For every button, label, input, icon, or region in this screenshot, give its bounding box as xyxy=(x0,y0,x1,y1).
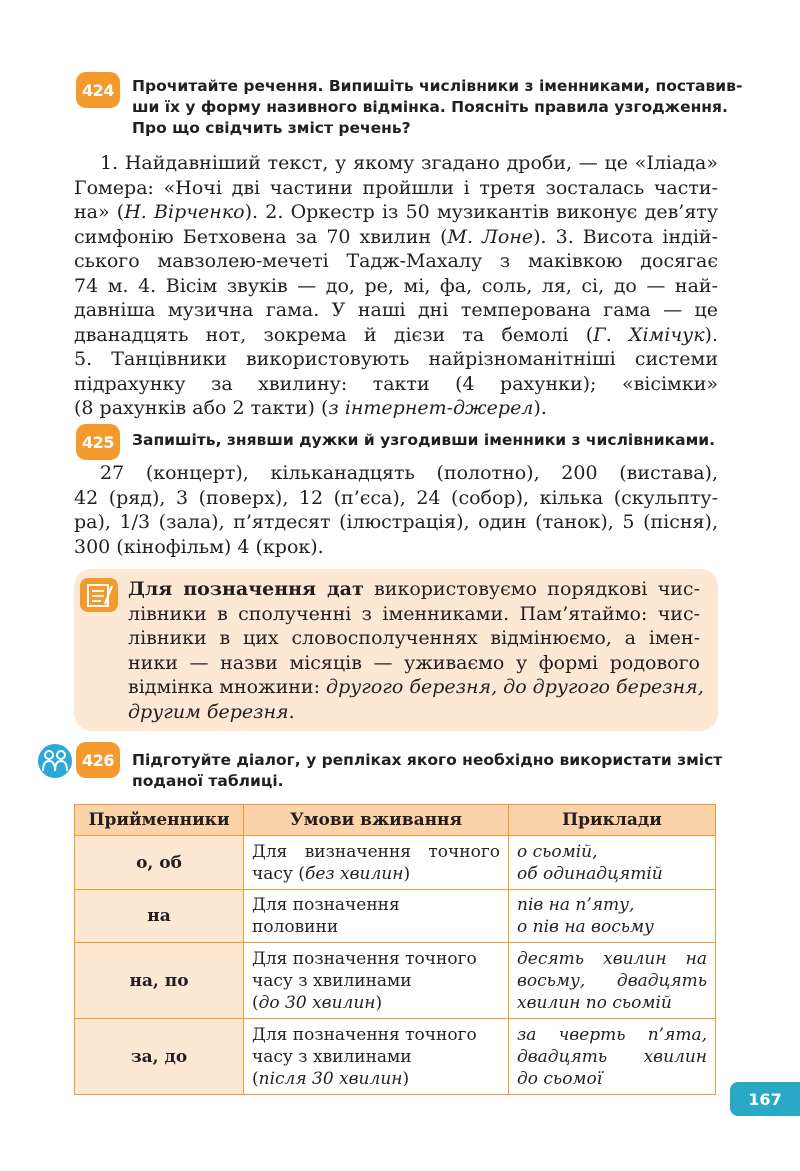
exercise-426-task xyxy=(132,750,722,792)
rule-line: Для позначення дат використовуємо порядкові чис- xyxy=(128,578,700,600)
example-cell: десять хвилин на восьму, двадцять хвилин по сьомій xyxy=(509,943,716,1019)
rule-line: ники — назви місяців — уживаємо у формі родового xyxy=(128,651,700,674)
column-header: Умови вживання xyxy=(244,805,509,836)
text-line: 74 м. 4. Вісім звуків — до, ре, мі, фа, соль, ля, сі, до — най- xyxy=(74,274,718,297)
table-header-row xyxy=(75,805,716,836)
task-line: поданої таблиці. xyxy=(132,772,284,790)
author-name: М. Лоне xyxy=(447,225,534,248)
table-row xyxy=(75,836,716,890)
author-name: Н. Вірченко xyxy=(124,201,245,223)
rule-line: лівники в цих словосполученнях відмінюємо, а імен- xyxy=(128,627,700,649)
text-line: ського мавзолею-мечеті Тадж-Махалу з маківкою досягає xyxy=(74,250,718,272)
preposition-cell: за, до xyxy=(75,1019,244,1095)
task-line: Прочитайте речення. Випишіть числівники з іменниками, поставив- xyxy=(132,77,743,95)
text-line: на» (Н. Вірченко). 2. Оркестр із 50 музикантів виконує дев’яту xyxy=(74,201,718,223)
rule-term: Для позначення дат xyxy=(128,578,364,600)
table-row xyxy=(75,943,716,1019)
exercise-number-425: 425 xyxy=(76,424,120,460)
text-line: 42 (ряд), 3 (поверх), 12 (п’єса), 24 (собор), кілька (скульпту- xyxy=(74,486,718,509)
table-row xyxy=(75,890,716,943)
condition-cell: Для визначення точного часу (без хвилин) xyxy=(244,836,509,890)
exercise-424-text xyxy=(74,151,718,421)
text-line: Гомера: «Ночі дві частини пройшли і третя зосталась части- xyxy=(74,176,718,199)
example-cell: за чверть п’ята, двадцять хвилин до сьомої xyxy=(509,1019,716,1095)
exercise-number-426: 426 xyxy=(76,742,120,778)
task-line: Про що свідчить зміст речень? xyxy=(132,119,411,137)
text-line: дванадцять нот, зокрема й дієзи та бемолі (Г. Хімічук). xyxy=(74,323,718,346)
text-line: давніша музична гама. У наші дні темперована гама — це xyxy=(74,299,718,321)
condition-cell: Для позначення точного часу з хвилинами (після 30 хвилин) xyxy=(244,1019,509,1095)
rule-line: відмінка множини: другого березня, до другого березня, xyxy=(128,676,704,698)
text-line: (8 рахунків або 2 такти) (з інтернет-джерел). xyxy=(74,397,547,419)
preposition-cell: на, по xyxy=(75,943,244,1019)
text-line: 27 (концерт), кільканадцять (полотно), 200 (вистава), xyxy=(100,462,718,484)
exercise-425-task: Запишіть, знявши дужки й узгодивши іменники з числівниками. xyxy=(132,431,716,449)
page-number: 167 xyxy=(730,1082,800,1116)
exercise-425-text xyxy=(74,461,718,559)
column-header: Приклади xyxy=(509,805,716,836)
group-work-icon xyxy=(38,744,72,778)
text-line: 300 (кінофільм) 4 (крок). xyxy=(74,535,324,558)
prepositions-table xyxy=(74,804,716,1095)
condition-cell: Для позначення половини xyxy=(244,890,509,943)
column-header: Прийменники xyxy=(75,805,244,836)
exercise-424-task xyxy=(132,76,743,139)
text-line: 5. Танцівники використовують найрізноманітніші системи xyxy=(74,348,718,370)
example-cell: о сьомій, об одинадцятій xyxy=(509,836,716,890)
preposition-cell: на xyxy=(75,890,244,943)
task-line: ши їх у форму називного відмінка. Поясніть правила узгодження. xyxy=(132,98,728,116)
rule-line: лівники в сполученні з іменниками. Пам’ятаймо: чис- xyxy=(128,602,700,625)
preposition-cell: о, об xyxy=(75,836,244,890)
rule-text xyxy=(128,577,704,724)
condition-cell: Для позначення точного часу з хвилинами (до 30 хвилин) xyxy=(244,943,509,1019)
exercise-number-424: 424 xyxy=(76,72,120,108)
source-name: з інтернет-джерел xyxy=(328,397,534,419)
table-row xyxy=(75,1019,716,1095)
notebook-icon xyxy=(80,578,118,612)
rule-line: другим березня. xyxy=(128,700,295,723)
task-line: Підготуйте діалог, у репліках якого необхідно використати зміст xyxy=(132,751,723,769)
author-name: Г. Хімічук xyxy=(593,323,705,346)
text-line: симфонію Бетховена за 70 хвилин (М. Лоне). 3. Висота індій- xyxy=(74,225,718,248)
text-line: 1. Найдавніший текст, у якому згадано дроби, — це «Іліада» xyxy=(100,152,718,174)
text-line: ра), 1/3 (зала), п’ятдесят (ілюстрація), один (танок), 5 (пісня), xyxy=(74,511,718,533)
example-cell: пів на п’яту, о пів на восьму xyxy=(509,890,716,943)
text-line: підрахунку за хвилину: такти (4 рахунки); «вісімки» xyxy=(74,372,718,395)
